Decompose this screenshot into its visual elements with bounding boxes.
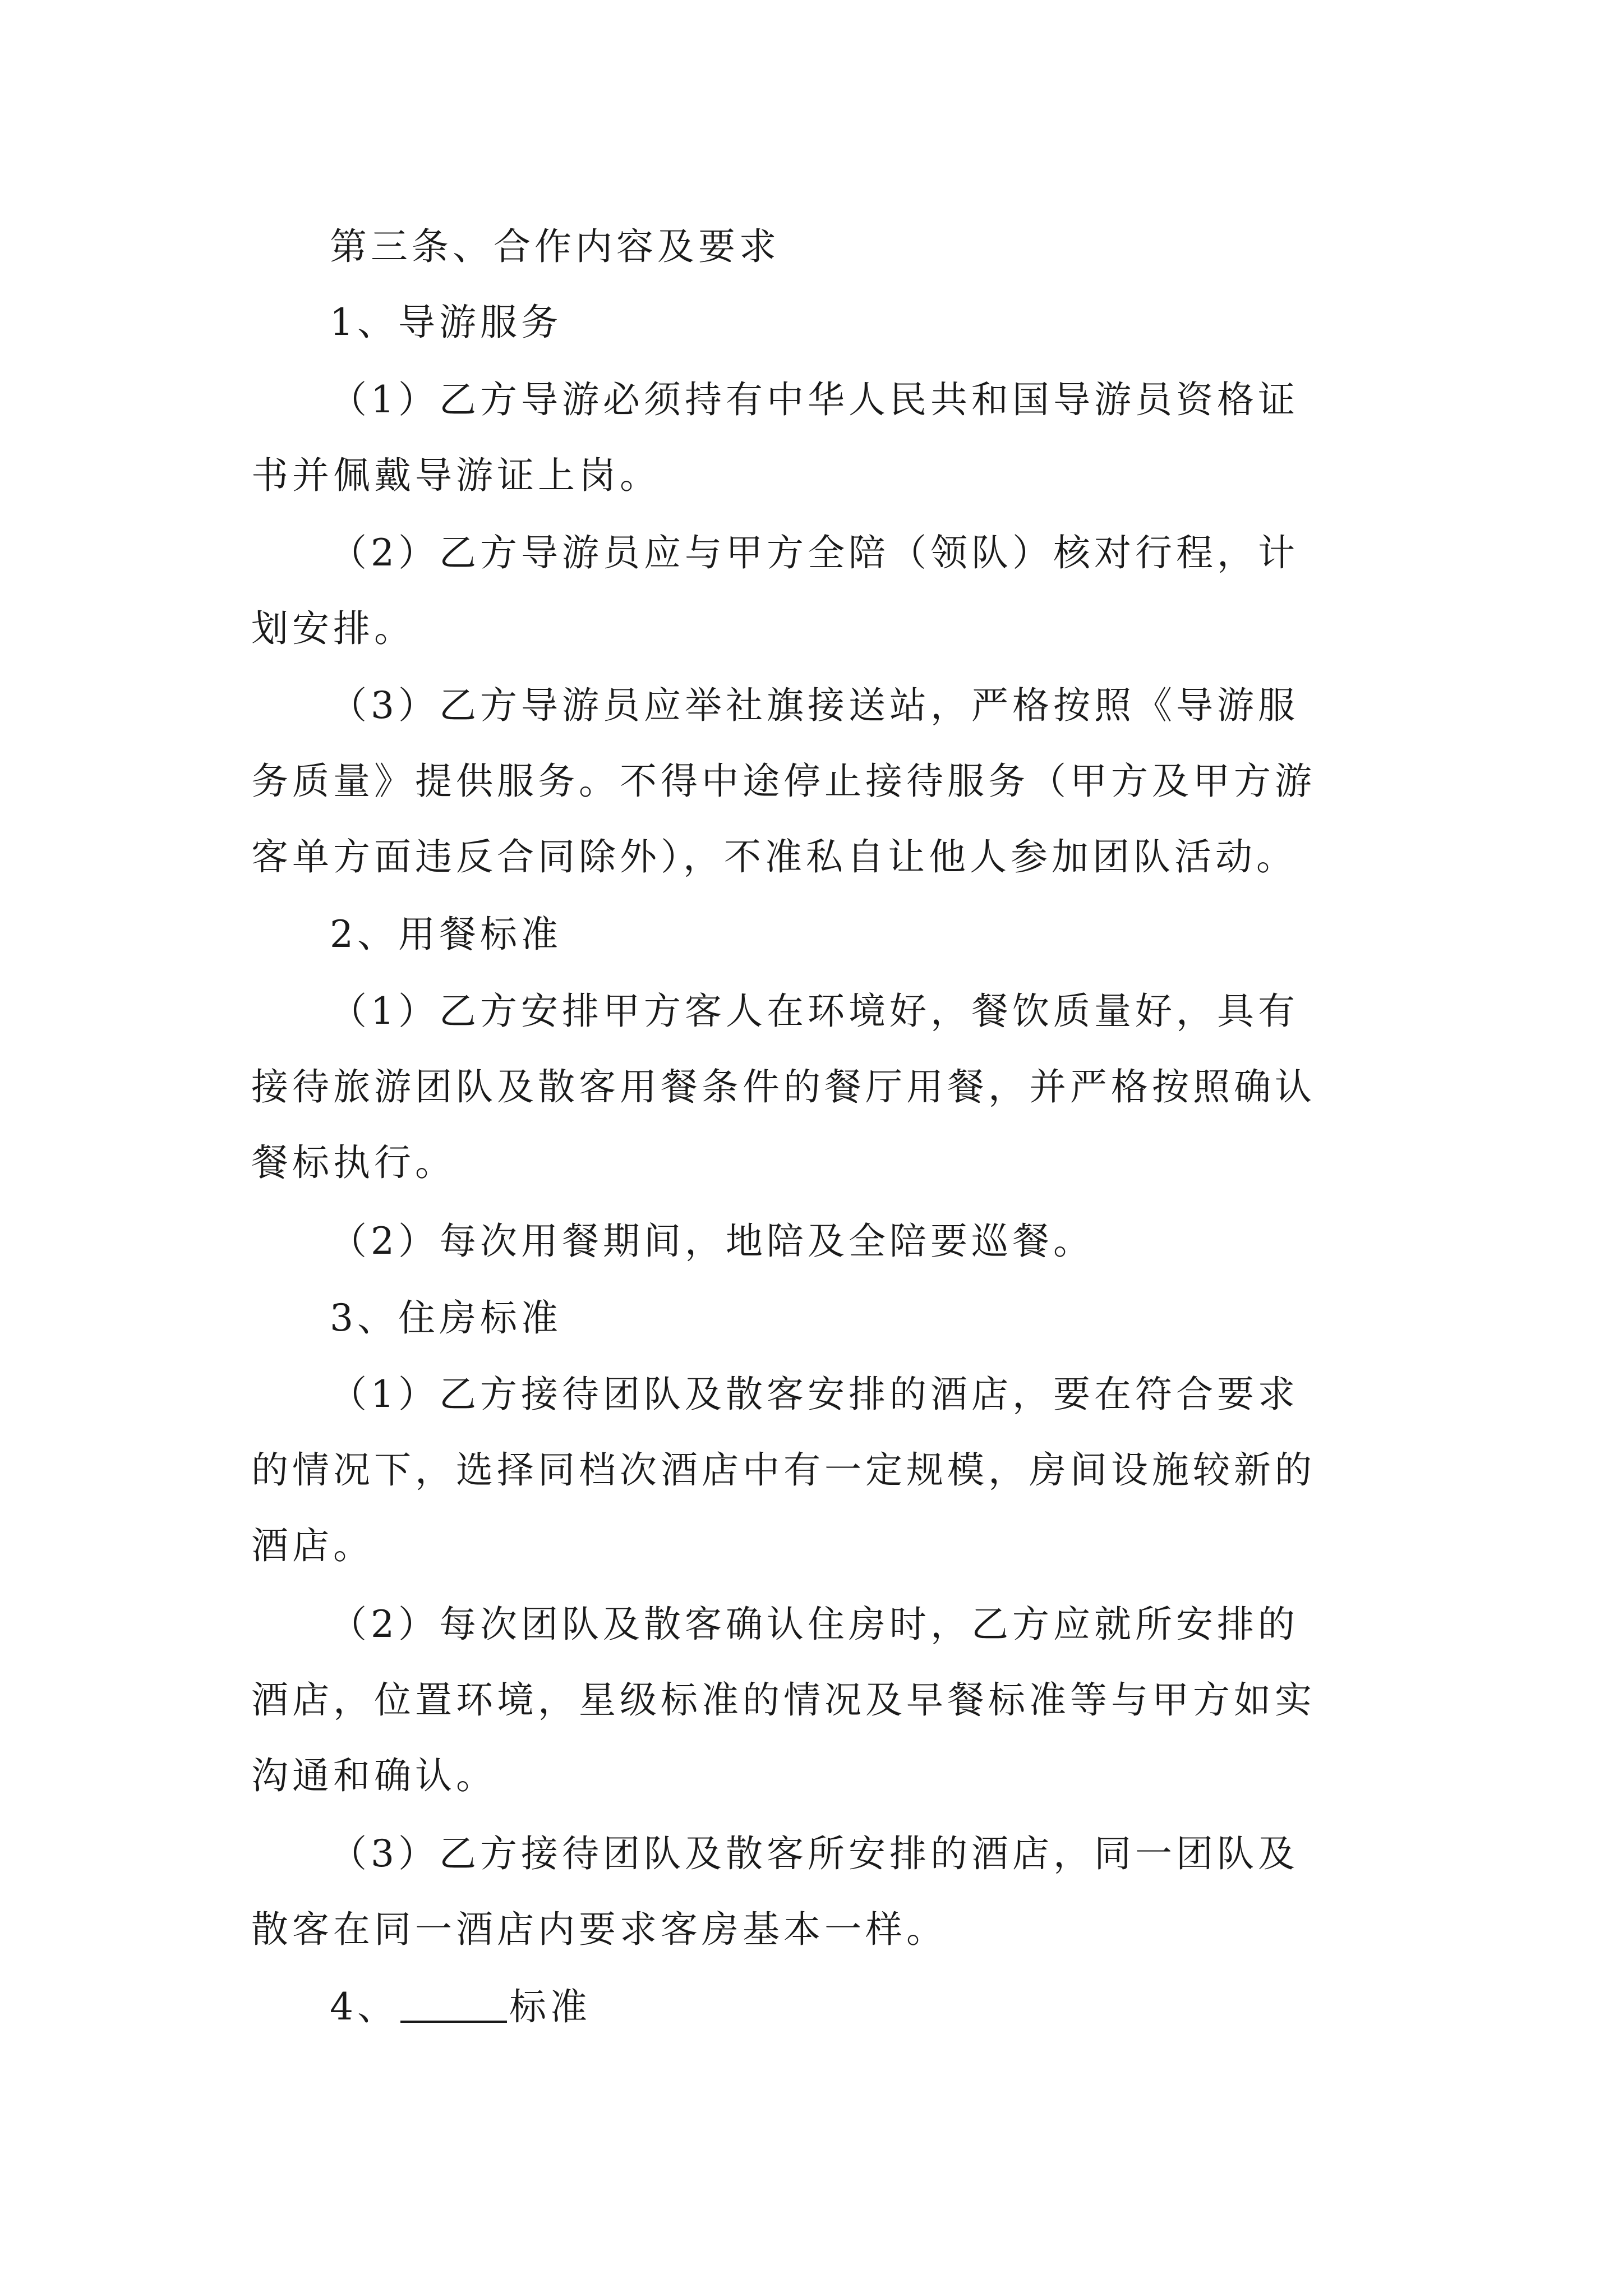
section-title-fourth <box>251 1969 1390 2045</box>
guide-paragraph-3: （3）乙方导游员应举社旗接送站，严格按照《导游服 务质量》提供服务。不得中途停止接待服务（甲方及甲方游 客单方面违反合同除外），不准私自让他人参加团队活动。 <box>251 684 1316 878</box>
meal-paragraph-2: （2）每次用餐期间，地陪及全陪要巡餐。 <box>330 1220 1094 1263</box>
section-title-housing: 3、住房标准 <box>330 1296 562 1340</box>
fill-in-blank[interactable] <box>400 1987 507 2023</box>
fourth-suffix: 标准 <box>509 1985 591 2028</box>
guide-paragraph-1: （1）乙方导游必须持有中华人民共和国导游员资格证 书并佩戴导游证上岗。 <box>251 378 1299 497</box>
section-title-meal: 2、用餐标准 <box>330 913 562 956</box>
guide-paragraph-2: （2）乙方导游员应与甲方全陪（领队）核对行程，计 划安排。 <box>251 531 1299 650</box>
fourth-prefix: 4、 <box>330 1985 398 2028</box>
section-title-guide: 1、导游服务 <box>330 301 562 344</box>
housing-paragraph-1: （1）乙方接待团队及散客安排的酒店，要在符合要求 的情况下，选择同档次酒店中有一定规模，房间设施较新的 酒店。 <box>251 1373 1316 1567</box>
housing-paragraph-3: （3）乙方接待团队及散客所安排的酒店，同一团队及 散客在同一酒店内要求客房基本一样。 <box>251 1832 1299 1951</box>
article-heading: 第三条、合作内容及要求 <box>330 225 780 268</box>
housing-paragraph-2: （2）每次团队及散客确认住房时，乙方应就所安排的 酒店，位置环境，星级标准的情况及早餐标准等与甲方如实 沟通和确认。 <box>251 1603 1316 1797</box>
meal-paragraph-1: （1）乙方安排甲方客人在环境好，餐饮质量好，具有 接待旅游团队及散客用餐条件的餐厅用餐，并严格按照确认 餐标执行。 <box>251 990 1316 1184</box>
